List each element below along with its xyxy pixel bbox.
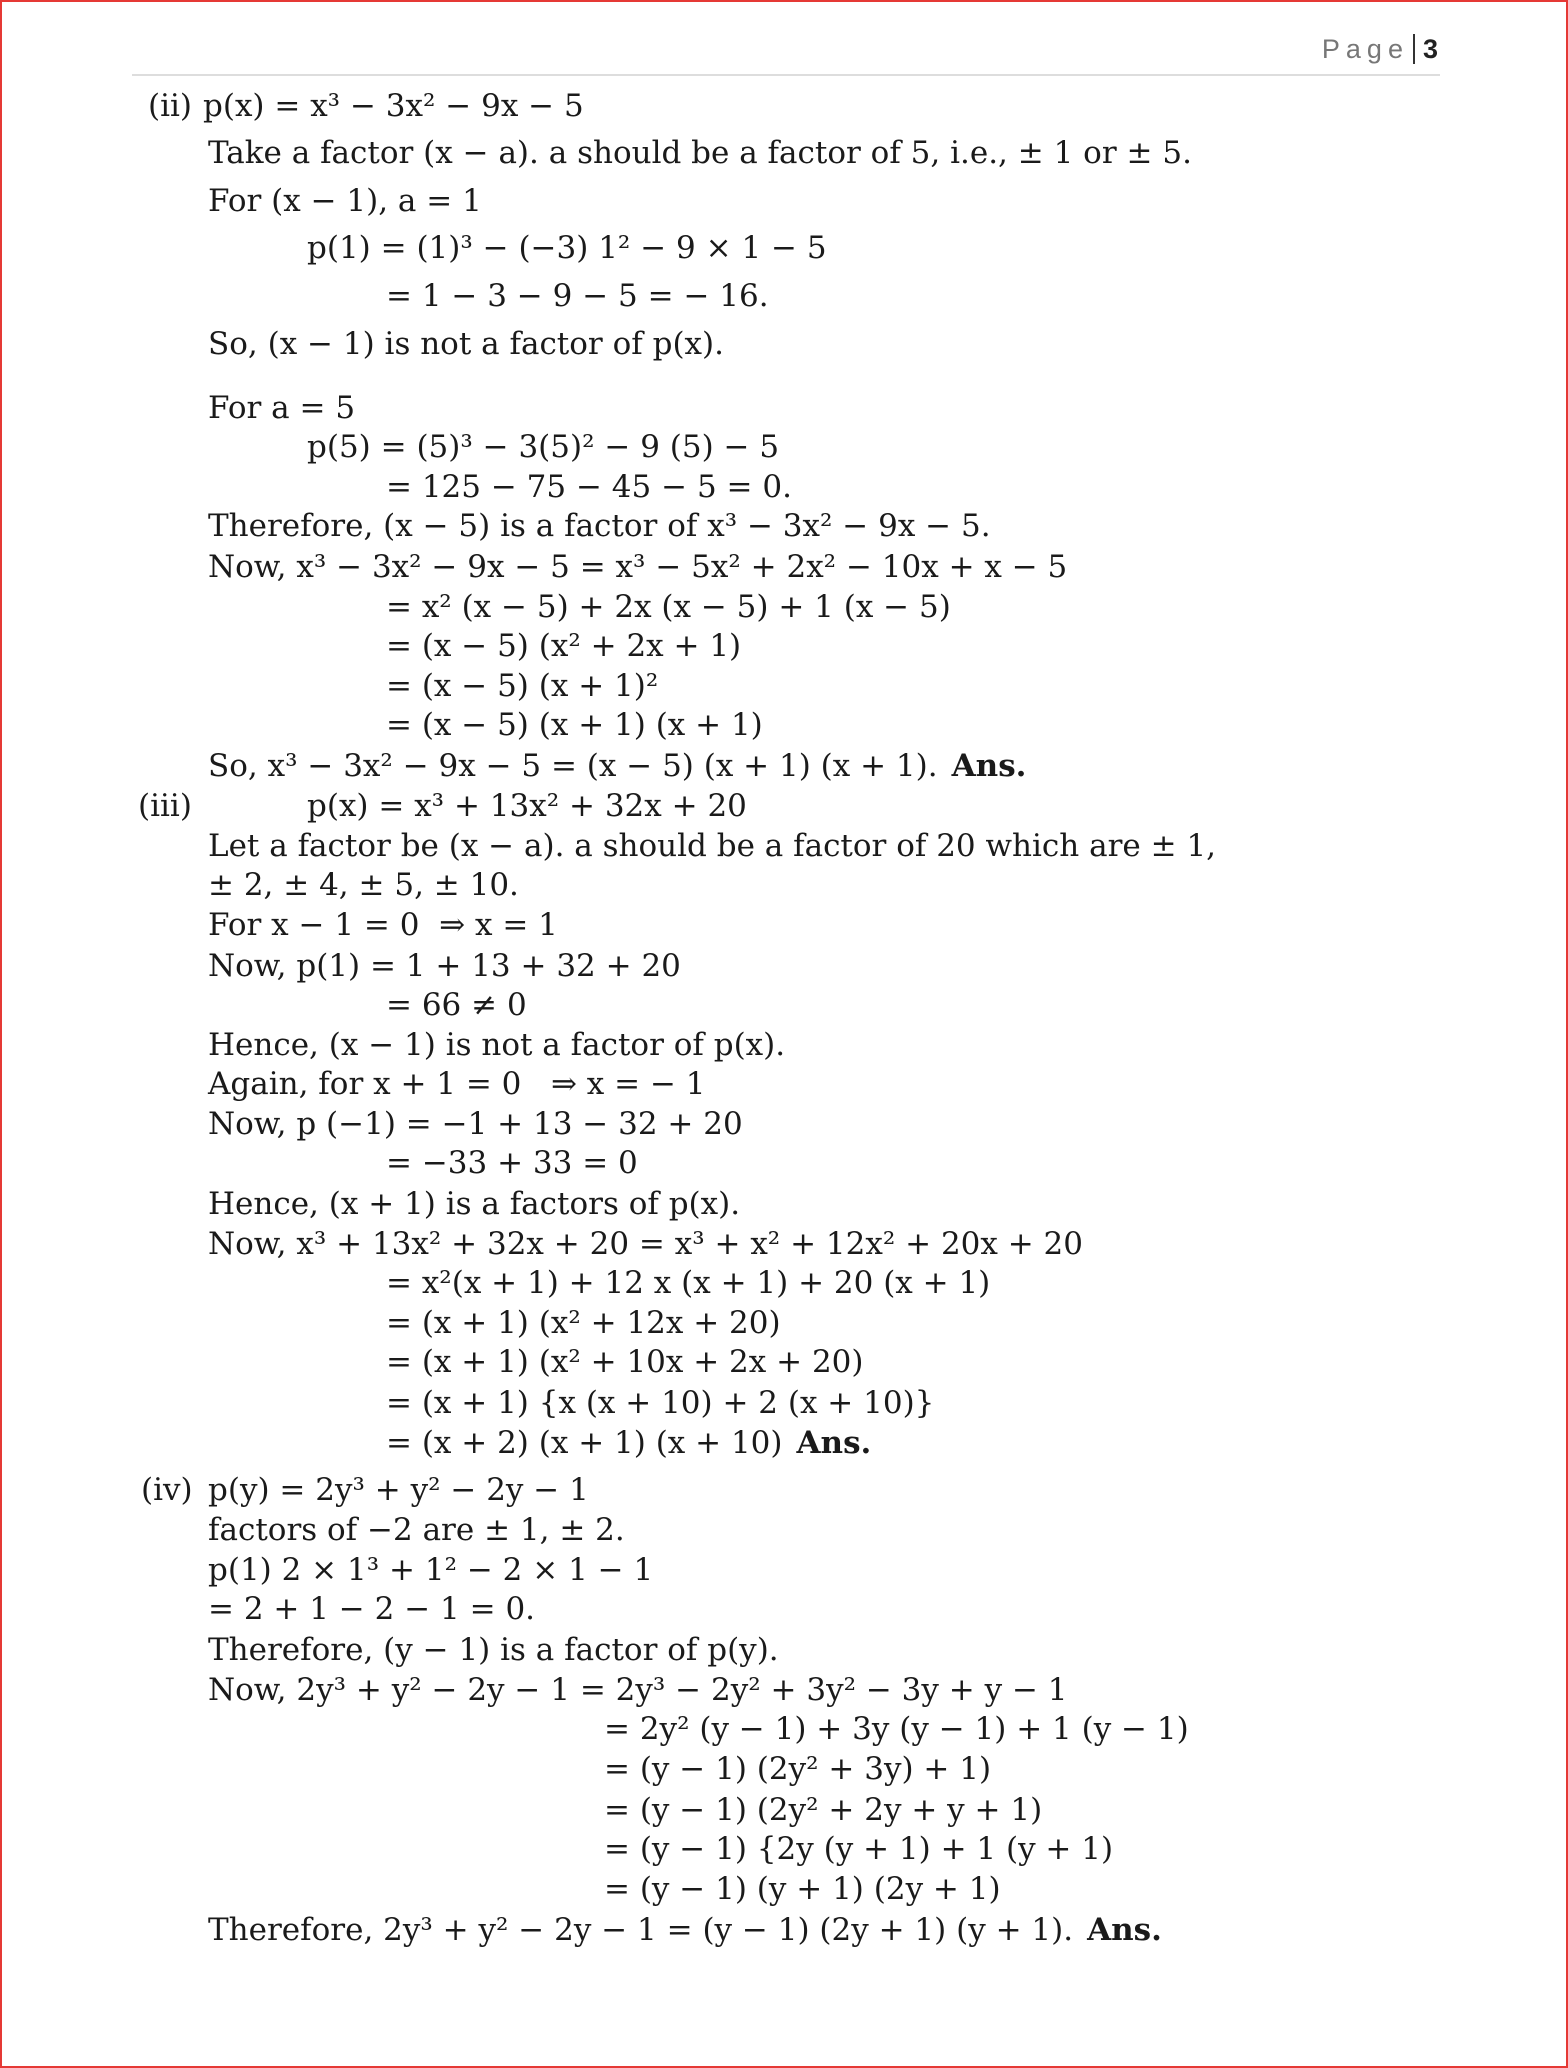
- math-line: Now, x³ − 3x² − 9x − 5 = x³ − 5x² + 2x² − 10x + x − 5: [208, 549, 1068, 585]
- math-line: = 1 − 3 − 9 − 5 = − 16.: [386, 278, 769, 314]
- math-line: For x − 1 = 0 ⇒ x = 1: [208, 907, 558, 943]
- math-line: p(1) 2 × 1³ + 1² − 2 × 1 − 1: [208, 1552, 654, 1588]
- answer-marker: Ans.: [1087, 1912, 1162, 1948]
- math-line: p(y) = 2y³ + y² − 2y − 1: [208, 1472, 589, 1508]
- math-line: = −33 + 33 = 0: [386, 1145, 638, 1181]
- math-line: = (x − 5) (x² + 2x + 1): [386, 628, 742, 664]
- math-line: = 66 ≠ 0: [386, 987, 527, 1023]
- math-line: p(5) = (5)³ − 3(5)² − 9 (5) − 5: [307, 429, 780, 465]
- math-line: = (x + 1) (x² + 10x + 2x + 20): [386, 1344, 864, 1380]
- answer-marker: Ans.: [951, 748, 1027, 784]
- math-line: [208, 1910, 1162, 1950]
- math-line: For (x − 1), a = 1: [208, 183, 482, 219]
- part-label: (ii): [148, 88, 193, 124]
- math-line: ± 2, ± 4, ± 5, ± 10.: [208, 867, 519, 903]
- math-line: p(x) = x³ − 3x² − 9x − 5: [203, 88, 584, 124]
- math-line: Now, p (−1) = −1 + 13 − 32 + 20: [208, 1106, 743, 1142]
- math-line: factors of −2 are ± 1, ± 2.: [208, 1512, 625, 1548]
- part-label: (iv): [141, 1472, 193, 1508]
- math-line: Let a factor be (x − a). a should be a factor of 20 which are ± 1,: [208, 828, 1217, 864]
- math-line: Now, 2y³ + y² − 2y − 1 = 2y³ − 2y² + 3y² − 3y + y − 1: [208, 1672, 1068, 1708]
- math-line: Hence, (x + 1) is a factors of p(x).: [208, 1186, 741, 1222]
- math-line: = x²(x + 1) + 12 x (x + 1) + 20 (x + 1): [386, 1265, 991, 1301]
- math-line: = (y − 1) {2y (y + 1) + 1 (y + 1): [604, 1831, 1114, 1867]
- math-line: So, (x − 1) is not a factor of p(x).: [208, 326, 724, 362]
- math-line: Now, p(1) = 1 + 13 + 32 + 20: [208, 948, 681, 984]
- math-line: Now, x³ + 13x² + 32x + 20 = x³ + x² + 12x² + 20x + 20: [208, 1226, 1084, 1262]
- math-line: = x² (x − 5) + 2x (x − 5) + 1 (x − 5): [386, 589, 951, 625]
- answer-marker: Ans.: [796, 1425, 872, 1461]
- page-label: Page: [1321, 34, 1409, 64]
- math-line: p(x) = x³ + 13x² + 32x + 20: [307, 788, 747, 824]
- math-line: = (y − 1) (2y² + 2y + y + 1): [604, 1792, 1043, 1828]
- math-line: = (y − 1) (y + 1) (2y + 1): [604, 1871, 1001, 1907]
- math-line: Again, for x + 1 = 0 ⇒ x = − 1: [208, 1066, 706, 1102]
- math-line: = (x − 5) (x + 1)²: [386, 668, 659, 704]
- math-text: = (x + 2) (x + 1) (x + 10): [386, 1425, 783, 1461]
- math-line: = (x + 1) (x² + 12x + 20): [386, 1305, 781, 1341]
- math-line: [386, 1423, 871, 1463]
- math-line: = 125 − 75 − 45 − 5 = 0.: [386, 469, 792, 505]
- math-line: For a = 5: [208, 390, 356, 426]
- math-text: Therefore, 2y³ + y² − 2y − 1 = (y − 1) (2y + 1) (y + 1).: [208, 1912, 1074, 1948]
- math-line: = (y − 1) (2y² + 3y) + 1): [604, 1751, 992, 1787]
- part-label: (iii): [138, 788, 192, 824]
- math-line: = 2y² (y − 1) + 3y (y − 1) + 1 (y − 1): [604, 1711, 1189, 1747]
- math-line: [208, 746, 1026, 786]
- math-line: = (x − 5) (x + 1) (x + 1): [386, 707, 763, 743]
- math-text: So, x³ − 3x² − 9x − 5 = (x − 5) (x + 1) (x + 1).: [208, 748, 938, 784]
- math-line: Take a factor (x − a). a should be a factor of 5, i.e., ± 1 or ± 5.: [208, 135, 1192, 171]
- math-line: = 2 + 1 − 2 − 1 = 0.: [208, 1591, 536, 1627]
- page-number: 3: [1413, 34, 1438, 64]
- math-line: Therefore, (x − 5) is a factor of x³ − 3x² − 9x − 5.: [208, 508, 991, 544]
- math-line: Therefore, (y − 1) is a factor of p(y).: [208, 1632, 779, 1668]
- header-rule: [132, 74, 1440, 76]
- math-line: p(1) = (1)³ − (−3) 1² − 9 × 1 − 5: [307, 230, 827, 266]
- math-line: Hence, (x − 1) is not a factor of p(x).: [208, 1027, 786, 1063]
- page-header: [1322, 34, 1438, 65]
- math-line: = (x + 1) {x (x + 10) + 2 (x + 10)}: [386, 1385, 935, 1421]
